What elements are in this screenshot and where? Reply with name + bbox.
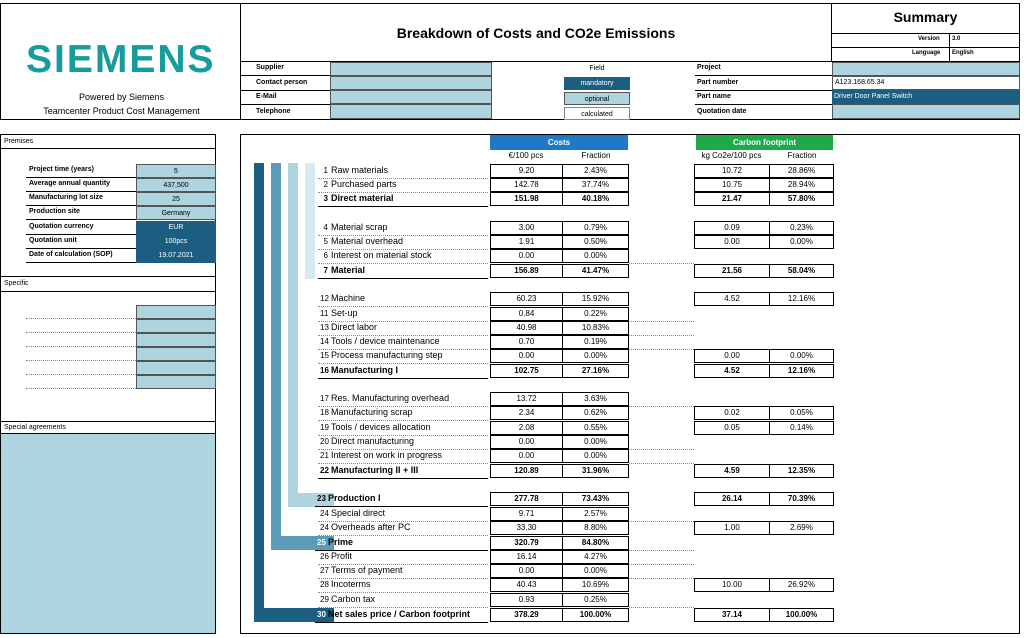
cost-fraction: 0.00% xyxy=(562,435,629,449)
cost-fraction: 0.22% xyxy=(562,307,629,321)
co2-fraction: 28.86% xyxy=(769,164,834,178)
hierarchy-bar-net-sales xyxy=(254,163,264,622)
language-label: Language xyxy=(912,50,941,56)
legend-mandatory: mandatory xyxy=(564,77,630,90)
row-label: Terms of payment xyxy=(331,565,403,575)
co2-value: 10.00 xyxy=(694,578,770,592)
row-label: Direct material xyxy=(331,193,394,203)
premise-label: Project time (years) xyxy=(29,166,94,173)
co2-fraction: 58.04% xyxy=(769,264,834,278)
row-number: 24 xyxy=(320,523,329,532)
row-number: 14 xyxy=(320,337,329,346)
co2-fraction: 2.69% xyxy=(769,521,834,535)
cost-value: 40.98 xyxy=(490,321,563,335)
co2-fraction: 57.80% xyxy=(769,192,834,206)
premise-value[interactable]: 25 xyxy=(136,192,216,206)
row-label: Prime xyxy=(328,537,354,547)
cost-fraction: 73.43% xyxy=(562,492,629,506)
row-number: 26 xyxy=(320,552,329,561)
row-number: 22 xyxy=(320,466,329,475)
row-number: 1 xyxy=(323,166,328,175)
specific-input[interactable] xyxy=(136,305,216,319)
row-number: 5 xyxy=(323,237,328,246)
co2-value: 21.56 xyxy=(694,264,770,278)
row-number: 23 xyxy=(317,494,326,503)
co2-value: 0.09 xyxy=(694,221,770,235)
legend-calculated: calculated xyxy=(564,107,630,120)
specific-input[interactable] xyxy=(136,375,216,389)
telephone-input[interactable] xyxy=(330,104,492,119)
cost-fraction: 41.47% xyxy=(562,264,629,278)
row-label: Res. Manufacturing overhead xyxy=(331,393,450,403)
cost-fraction: 0.00% xyxy=(562,249,629,263)
cost-fraction: 31.96% xyxy=(562,464,629,478)
costs-col-fraction: Fraction xyxy=(581,151,611,160)
cost-value: 0.00 xyxy=(490,449,563,463)
cost-fraction: 10.69% xyxy=(562,578,629,592)
co2-fraction: 12.16% xyxy=(769,292,834,306)
cost-value: 156.89 xyxy=(490,264,563,278)
co2-value: 0.05 xyxy=(694,421,770,435)
cost-value: 142.78 xyxy=(490,178,563,192)
row-label: Process manufacturing step xyxy=(331,350,443,360)
row-number: 18 xyxy=(320,408,329,417)
cost-fraction: 15.92% xyxy=(562,292,629,306)
costs-header: Costs xyxy=(490,135,628,150)
header-title-panel xyxy=(240,3,832,62)
co2-fraction: 0.00% xyxy=(769,349,834,363)
co2-value: 4.59 xyxy=(694,464,770,478)
quotation-date-input[interactable] xyxy=(832,104,1020,119)
cost-fraction: 37.74% xyxy=(562,178,629,192)
cost-fraction: 0.00% xyxy=(562,449,629,463)
part-number-label: Part number xyxy=(697,79,739,86)
co2-fraction: 26.92% xyxy=(769,578,834,592)
premise-value[interactable]: 19.07.2021 xyxy=(136,249,216,263)
cost-value: 0.00 xyxy=(490,249,563,263)
cost-fraction: 0.25% xyxy=(562,593,629,607)
co2-value: 26.14 xyxy=(694,492,770,506)
summary-title: Summary xyxy=(893,9,958,25)
row-label: Purchased parts xyxy=(331,179,397,189)
cost-value: 0.00 xyxy=(490,349,563,363)
co2-value: 10.75 xyxy=(694,178,770,192)
row-label: Material scrap xyxy=(331,222,388,232)
cost-value: 0.00 xyxy=(490,435,563,449)
row-number: 27 xyxy=(320,566,329,575)
premises-title: Premises xyxy=(4,138,34,145)
premise-label: Manufacturing lot size xyxy=(29,194,103,201)
cost-fraction: 10.83% xyxy=(562,321,629,335)
co2-fraction: 100.00% xyxy=(769,608,834,622)
co2-fraction: 0.00% xyxy=(769,235,834,249)
co2-value: 10.72 xyxy=(694,164,770,178)
row-label: Raw materials xyxy=(331,165,389,175)
breakdown-panel xyxy=(240,134,1020,634)
cost-value: 120.89 xyxy=(490,464,563,478)
contact-person-label: Contact person xyxy=(256,79,308,86)
row-label: Overheads after PC xyxy=(331,522,411,532)
info-panel xyxy=(240,61,1020,120)
premise-label: Average annual quantity xyxy=(29,180,111,187)
cost-fraction: 40.18% xyxy=(562,192,629,206)
siemens-logo: SIEMENS xyxy=(26,38,216,81)
powered-by-text: Powered by Siemens xyxy=(78,92,165,102)
premise-label: Quotation currency xyxy=(29,223,94,230)
premise-value[interactable]: 100pcs xyxy=(136,235,216,249)
co2-fraction: 70.39% xyxy=(769,492,834,506)
row-number: 30 xyxy=(317,610,326,619)
cost-fraction: 2.57% xyxy=(562,507,629,521)
cost-fraction: 0.00% xyxy=(562,564,629,578)
cost-fraction: 100.00% xyxy=(562,608,629,622)
row-number: 29 xyxy=(320,595,329,604)
carbon-col-value: kg Co2e/100 pcs xyxy=(701,151,762,160)
row-number: 20 xyxy=(320,437,329,446)
row-label: Direct labor xyxy=(331,322,378,332)
co2-fraction: 28.94% xyxy=(769,178,834,192)
cost-value: 3.00 xyxy=(490,221,563,235)
row-label: Net sales price / Carbon footprint xyxy=(328,609,471,619)
cost-fraction: 8.80% xyxy=(562,521,629,535)
row-label: Material overhead xyxy=(331,236,404,246)
row-number: 3 xyxy=(323,194,328,203)
cost-fraction: 3.63% xyxy=(562,392,629,406)
part-name-label: Part name xyxy=(697,93,731,100)
row-label: Interest on material stock xyxy=(331,250,432,260)
hierarchy-bar-prime xyxy=(271,163,281,550)
part-name-field[interactable]: Driver Door Panel Switch xyxy=(832,90,1020,104)
project-label: Project xyxy=(697,64,721,71)
cost-value: 9.20 xyxy=(490,164,563,178)
premise-value[interactable]: EUR xyxy=(136,221,216,235)
cost-value: 0.70 xyxy=(490,335,563,349)
cost-value: 16.14 xyxy=(490,550,563,564)
cost-value: 0.00 xyxy=(490,564,563,578)
part-number-field[interactable]: A123.168.65.34 xyxy=(832,76,1020,90)
cost-value: 60.23 xyxy=(490,292,563,306)
hierarchy-bar-material xyxy=(305,163,315,279)
quotation-date-label: Quotation date xyxy=(697,108,747,115)
row-label: Manufacturing II + III xyxy=(331,465,419,475)
cost-value: 2.34 xyxy=(490,406,563,420)
row-number: 13 xyxy=(320,323,329,332)
special-agreements-input[interactable] xyxy=(1,433,215,633)
row-number: 6 xyxy=(323,251,328,260)
cost-value: 1.91 xyxy=(490,235,563,249)
premise-label: Quotation unit xyxy=(29,237,77,244)
row-label: Machine xyxy=(331,293,366,303)
row-number: 28 xyxy=(320,580,329,589)
co2-fraction: 12.35% xyxy=(769,464,834,478)
hierarchy-bar-production xyxy=(288,163,298,507)
cost-fraction: 0.55% xyxy=(562,421,629,435)
premise-label: Date of calculation (SOP) xyxy=(29,251,113,258)
cost-fraction: 84.80% xyxy=(562,536,629,550)
special-agreements-title: Special agreements xyxy=(4,424,66,431)
summary-panel xyxy=(831,3,1020,62)
row-number: 19 xyxy=(320,423,329,432)
co2-fraction: 0.14% xyxy=(769,421,834,435)
cost-fraction: 2.43% xyxy=(562,164,629,178)
premises-panel xyxy=(0,134,216,634)
cost-fraction: 0.50% xyxy=(562,235,629,249)
row-number: 11 xyxy=(320,309,329,318)
row-label: Manufacturing I xyxy=(331,365,398,375)
specific-title: Specific xyxy=(4,280,29,287)
premise-value[interactable]: Germany xyxy=(136,206,216,220)
row-number: 21 xyxy=(320,451,329,460)
legend-title: Field xyxy=(589,65,605,72)
supplier-label: Supplier xyxy=(256,64,285,71)
row-number: 12 xyxy=(320,294,329,303)
row-number: 7 xyxy=(323,266,328,275)
version-label: Version xyxy=(918,36,940,42)
email-input[interactable] xyxy=(330,90,492,104)
specific-input[interactable] xyxy=(136,333,216,347)
cost-value: 378.29 xyxy=(490,608,563,622)
cost-value: 9.71 xyxy=(490,507,563,521)
legend-optional: optional xyxy=(564,92,630,105)
co2-value: 0.02 xyxy=(694,406,770,420)
cost-fraction: 4.27% xyxy=(562,550,629,564)
carbon-col-fraction: Fraction xyxy=(787,151,817,160)
row-label: Profit xyxy=(331,551,353,561)
co2-value: 1.00 xyxy=(694,521,770,535)
premise-label: Production site xyxy=(29,208,80,215)
header-logo-panel xyxy=(0,3,241,120)
cost-value: 151.98 xyxy=(490,192,563,206)
row-number: 16 xyxy=(320,366,329,375)
row-number: 25 xyxy=(317,538,326,547)
row-label: Tools / device maintenance xyxy=(331,336,440,346)
co2-value: 0.00 xyxy=(694,349,770,363)
cost-value: 102.75 xyxy=(490,364,563,378)
row-label: Incoterms xyxy=(331,579,371,589)
row-label: Production I xyxy=(328,493,381,503)
row-label: Direct manufacturing xyxy=(331,436,415,446)
co2-value: 37.14 xyxy=(694,608,770,622)
row-label: Carbon tax xyxy=(331,594,376,604)
cost-value: 277.78 xyxy=(490,492,563,506)
cost-value: 320.79 xyxy=(490,536,563,550)
row-number: 17 xyxy=(320,394,329,403)
row-label: Manufacturing scrap xyxy=(331,407,413,417)
co2-value: 21.47 xyxy=(694,192,770,206)
row-label: Set-up xyxy=(331,308,358,318)
premise-value[interactable]: 5 xyxy=(136,164,216,178)
carbon-header: Carbon footprint xyxy=(696,135,833,150)
co2-fraction: 0.05% xyxy=(769,406,834,420)
page-title: Breakdown of Costs and CO2e Emissions xyxy=(396,25,676,41)
contact-person-input[interactable] xyxy=(330,76,492,90)
row-label: Tools / devices allocation xyxy=(331,422,431,432)
cost-value: 0.84 xyxy=(490,307,563,321)
supplier-input[interactable] xyxy=(330,62,492,76)
costs-col-value: €/100 pcs xyxy=(508,151,544,160)
row-label: Interest on work in progress xyxy=(331,450,443,460)
row-number: 15 xyxy=(320,351,329,360)
cost-fraction: 0.62% xyxy=(562,406,629,420)
co2-fraction: 0.23% xyxy=(769,221,834,235)
language-value: English xyxy=(952,50,974,56)
cost-value: 13.72 xyxy=(490,392,563,406)
cost-fraction: 0.00% xyxy=(562,349,629,363)
project-input[interactable] xyxy=(832,62,1020,76)
product-name-text: Teamcenter Product Cost Management xyxy=(43,106,200,116)
row-number: 2 xyxy=(323,180,328,189)
specific-input[interactable] xyxy=(136,361,216,375)
version-value: 3.0 xyxy=(952,36,961,42)
row-label: Special direct xyxy=(331,508,386,518)
row-number: 24 xyxy=(320,509,329,518)
cost-fraction: 0.79% xyxy=(562,221,629,235)
co2-fraction: 12.16% xyxy=(769,364,834,378)
premise-value[interactable]: 437,500 xyxy=(136,178,216,192)
telephone-label: Telephone xyxy=(256,108,291,115)
co2-value: 0.00 xyxy=(694,235,770,249)
specific-input[interactable] xyxy=(136,347,216,361)
row-label: Material xyxy=(331,265,366,275)
specific-input[interactable] xyxy=(136,319,216,333)
row-number: 4 xyxy=(323,223,328,232)
cost-fraction: 0.19% xyxy=(562,335,629,349)
email-label: E-Mail xyxy=(256,93,277,100)
co2-value: 4.52 xyxy=(694,292,770,306)
cost-value: 40.43 xyxy=(490,578,563,592)
cost-value: 2.08 xyxy=(490,421,563,435)
co2-value: 4.52 xyxy=(694,364,770,378)
cost-fraction: 27.16% xyxy=(562,364,629,378)
cost-value: 33.30 xyxy=(490,521,563,535)
cost-value: 0.93 xyxy=(490,593,563,607)
